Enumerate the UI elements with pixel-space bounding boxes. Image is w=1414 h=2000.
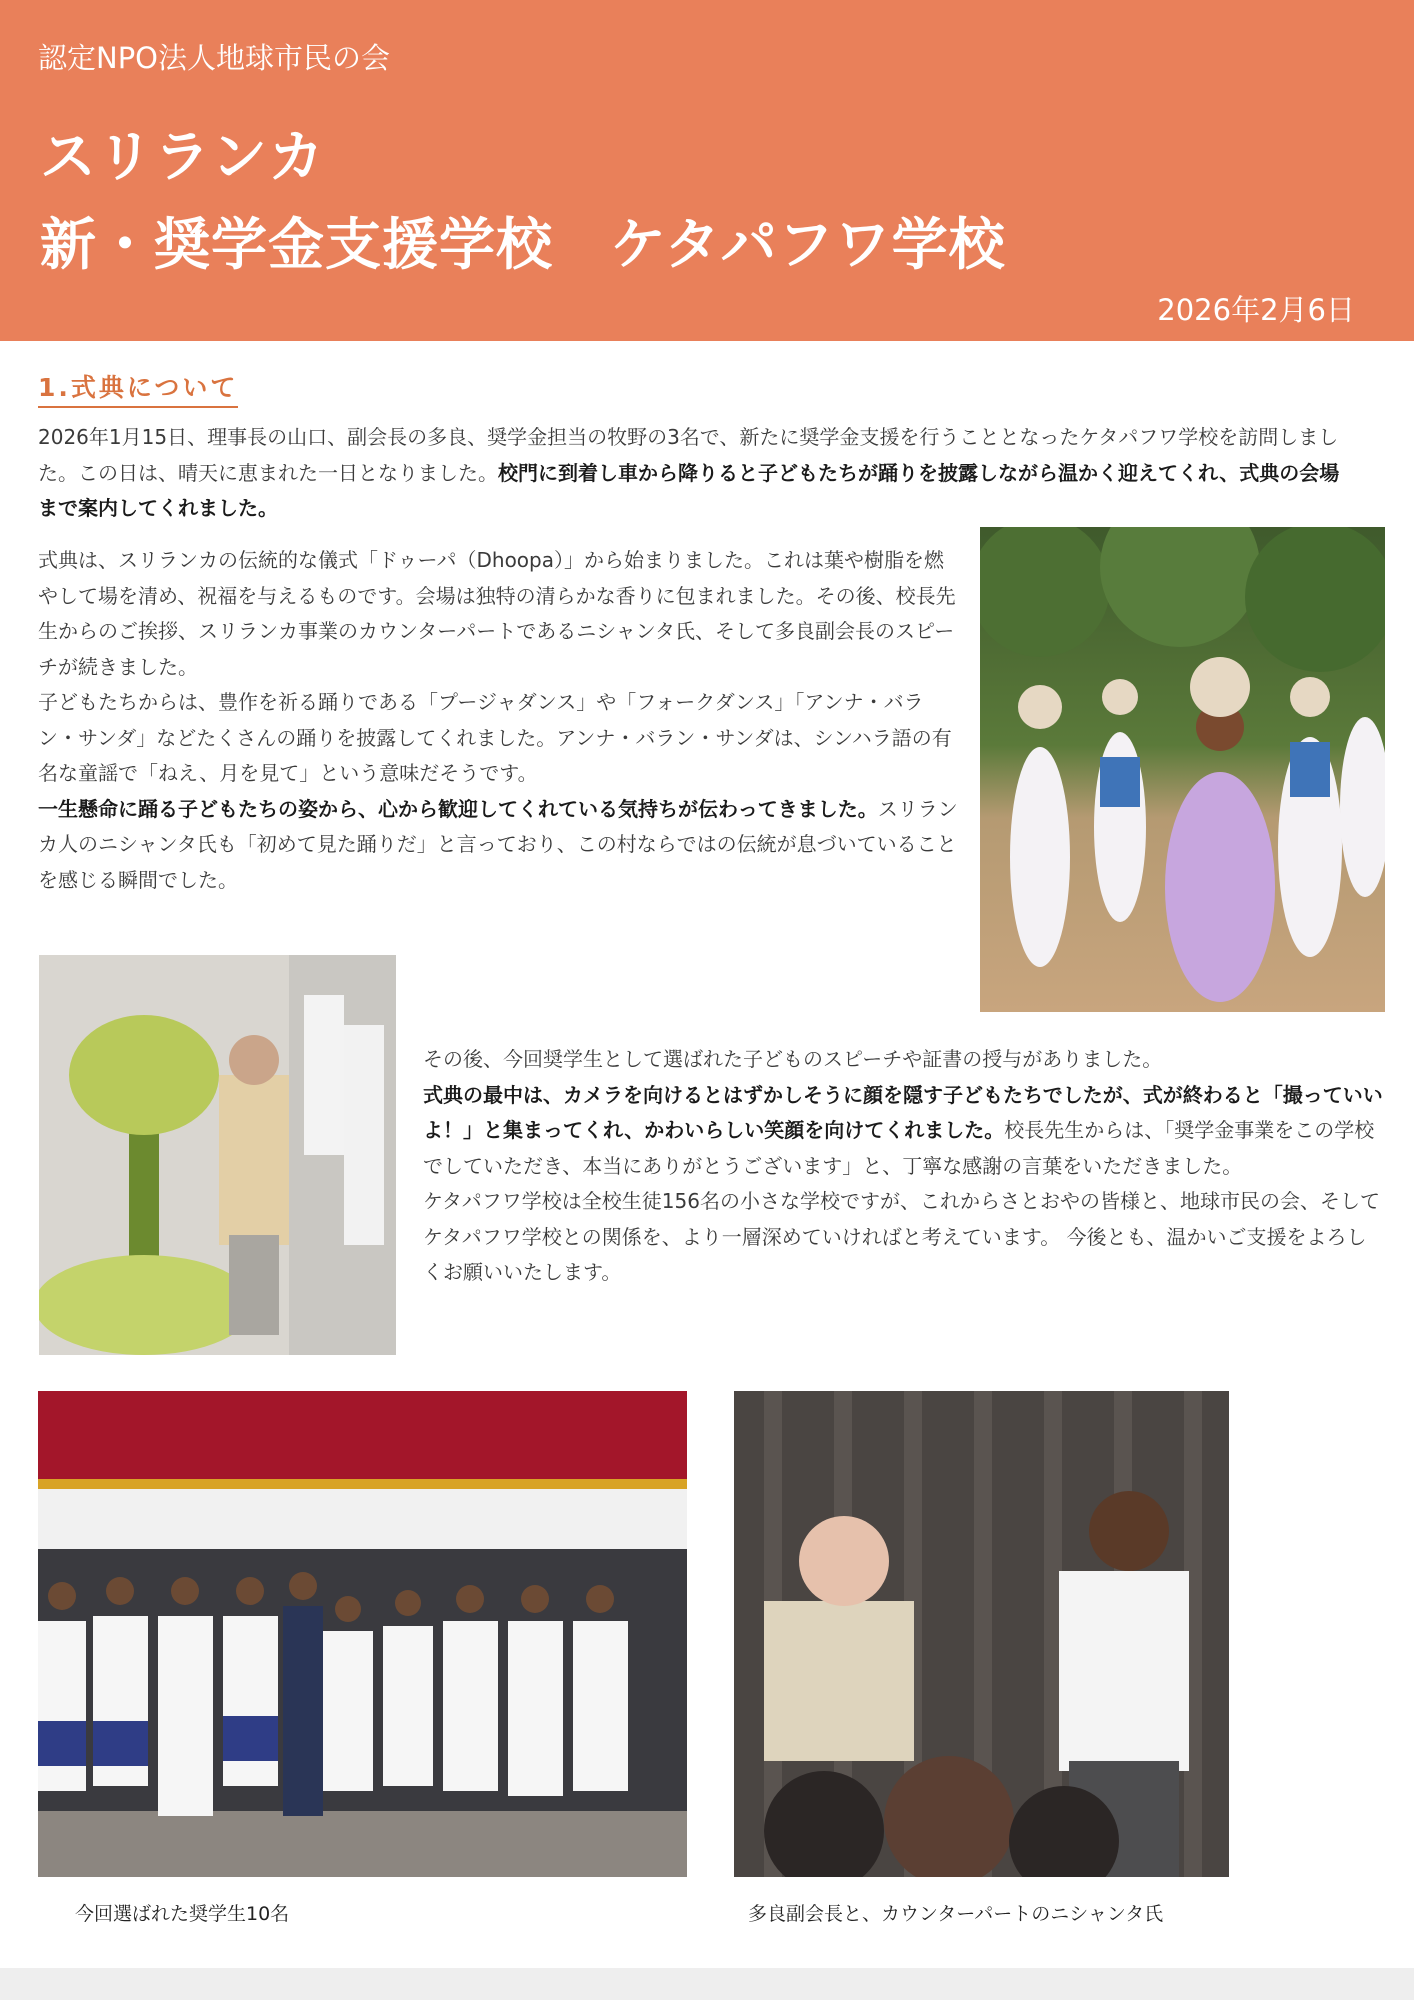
title-line-1: スリランカ: [40, 125, 325, 190]
dance-text: 子どもたちからは、豊作を祈る踊りである「プージャダンス」や「フォークダンス」「アンナ・バラン・サンダ」などたくさんの踊りを披露してくれました。アンナ・バラン・サンダは、シンハラ語の有名な童謡で「ねえ、月を見て」という意味だそうです。: [38, 690, 952, 785]
ceremony-paragraphs: [38, 543, 958, 898]
header-banner: [0, 0, 1414, 341]
footer-band: [0, 1968, 1414, 2000]
publish-date: 2026年2月6日: [1157, 293, 1355, 327]
welcome-bold-text: 一生懸命に踊る子どもたちの姿から、心から歓迎してくれている気持ちが伝わってきました。: [38, 796, 878, 821]
intro-paragraph: [38, 420, 1358, 527]
closing-text: ケタパフワ学校は全校生徒156名の小さな学校ですが、これからさとおやの皆様と、地球市民の会、そしてケタパフワ学校との関係を、より一層深めていければと考えています。 今後とも、温かいご支援をよろしくお願いいたします。: [423, 1189, 1380, 1284]
principal-text: 校長先生からは、「奨学金事業をこの学校でしていただき、本当にありがとうございます」と、丁寧な感謝の言葉をいただきました。: [423, 1118, 1375, 1178]
certificate-paragraphs: [423, 1042, 1385, 1291]
intro-bold-text: 校門に到着し車から降りると子どもたちが踊りを披露しながら温かく迎えてくれ、式典の会場まで案内してくれました。: [38, 460, 1340, 520]
caption-speakers: 多良副会長と、カウンターパートのニシャンタ氏: [748, 1903, 1164, 1925]
caption-students: 今回選ばれた奨学生10名: [75, 1903, 290, 1925]
speech-text: その後、今回奨学生として選ばれた子どものスピーチや証書の授与がありました。: [423, 1047, 1163, 1071]
organization-name: 認定NPO法人地球市民の会: [38, 41, 391, 75]
photo-dancers: [980, 527, 1385, 1012]
photo-dhoopa-ritual: [39, 955, 396, 1355]
smile-bold-text: 式典の最中は、カメラを向けるとはずかしそうに顔を隠す子どもたちでしたが、式が終わると「撮っていいよ！」と集まってくれ、かわいらしい笑顔を向けてくれました。: [423, 1082, 1383, 1142]
page-title: [40, 114, 1006, 290]
intro-text: 2026年1月15日、理事長の山口、副会長の多良、奨学金担当の牧野の3名で、新たに奨学金支援を行うこととなったケタパフワ学校を訪問しました。この日は、晴天に恵まれた一日となりました。: [38, 425, 1339, 485]
photo-scholarship-students: [38, 1391, 687, 1877]
photo-speakers: [734, 1391, 1229, 1877]
welcome-text: スリランカ人のニシャンタ氏も「初めて見た踊りだ」と言っており、この村ならではの伝統が息づいていることを感じる瞬間でした。: [38, 796, 958, 892]
ceremony-text: 式典は、スリランカの伝統的な儀式「ドゥーパ（Dhoopa）」から始まりました。これは葉や樹脂を燃やして場を清め、祝福を与えるものです。会場は独特の清らかな香りに包まれました。その後、校長先生からのご挨拶、スリランカ事業のカウンターパートであるニシャンタ氏、そして多良副会長のスピーチが続きました。: [38, 548, 956, 679]
title-line-2: 新・奨学金支援学校 ケタパフワ学校: [40, 213, 1006, 278]
section-heading: 1.式典について: [38, 368, 238, 408]
